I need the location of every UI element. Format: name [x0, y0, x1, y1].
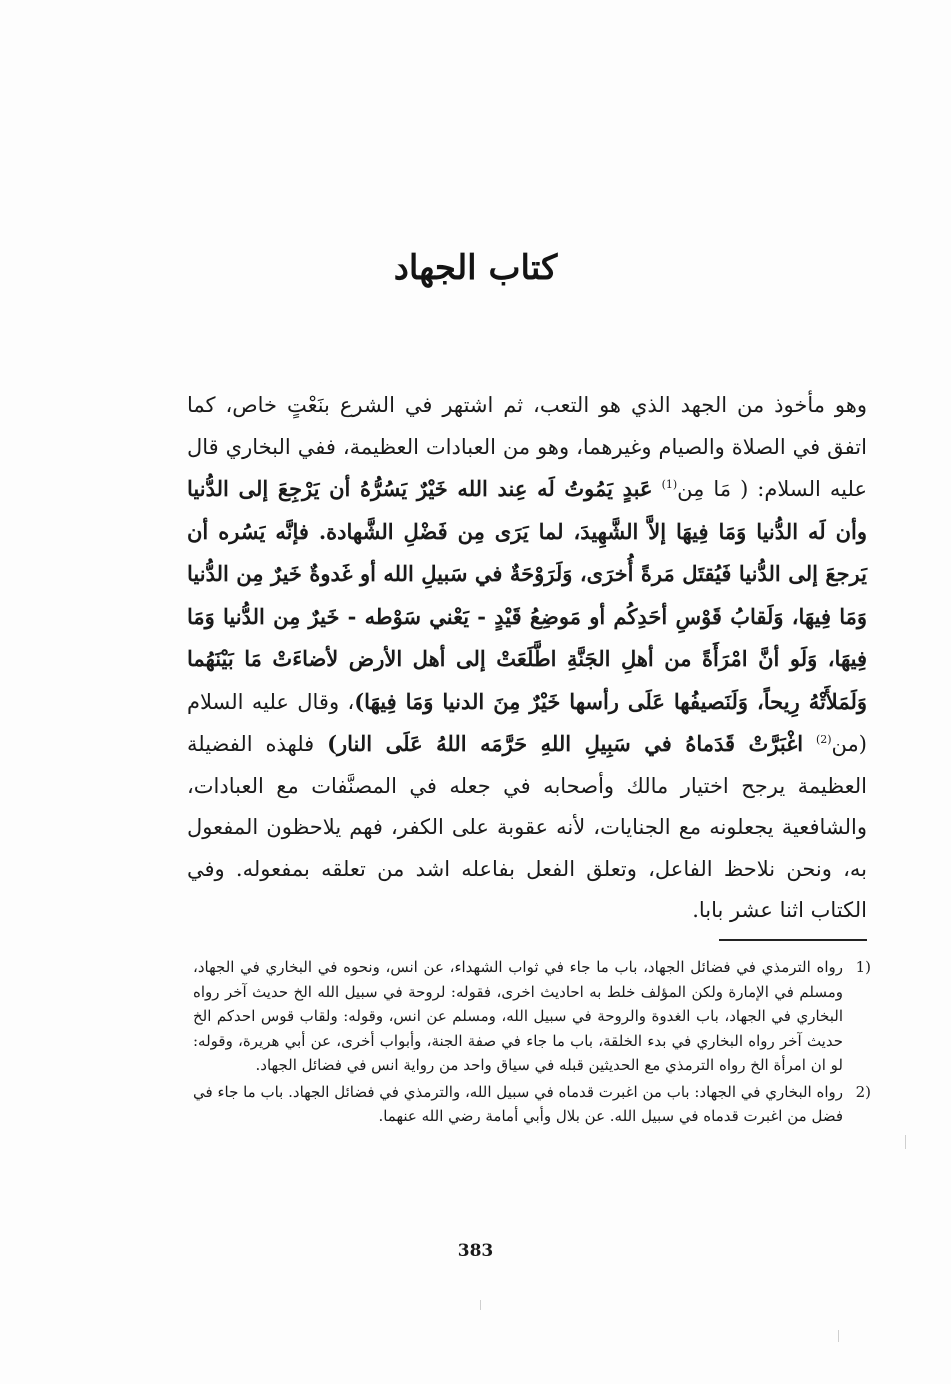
footnote-number: 2) [855, 1082, 871, 1101]
hadith-quote-1: عَبدٍ يَمُوتُ لَه عِند الله خَيْرٌ يَسُرُّهُ أن يَرْجِعَ إلى الدُّنيا وأن لَه الدُّنيا وَمَا فِيهَا إلاَّ الشَّهِيدَ، لما يَرَى مِن فَضْلِ الشَّهادة. فإنَّه يَسُره أن يَرجعَ إلى الدُّنيا فَيُقتَل مَرةً أُخرَى، وَلَرَوْحَةٌ في سَبيلِ الله أو غَدوةٌ خَيرٌ مِن الدُّنيا وَمَا فِيهَا، وَلَقابُ قَوْسِ أحَدِكُم أو مَوضِعُ قَيْدٍ - يَعْني سَوْطه - خَيرٌ مِن الدُّنيا وَمَا فِيهَا، وَلَو أنَّ امْرَأَةً من أهلِ الجَنَّةِ اطَّلَعَتْ إلى أهل الأرض لأضاءَتْ مَا بَيْنَهُما وَلَمَلأَتْهُ رِيحاً، وَلَنَصيفُها عَلَى رأسها خَيْرٌ مِنَ الدنيا وَمَا فِيهَا) [187, 476, 868, 714]
footnote-1 [193, 955, 871, 1078]
scan-artifact [480, 1300, 481, 1310]
intro-text: وهو مأخوذ من الجهد الذي هو التعب، ثم اشتهر في الشرع بنَعْتٍ خاص، كما اتفق في الصلاة والصيام وغيرهما، وهو من العبادات العظيمة، ففي البخاري قال عليه السلام: ( مَا مِن [187, 393, 867, 501]
hadith-quote-2: اغْبَرَّتْ قَدَماهُ في سَبِيلِ اللهِ حَرَّمَه اللهُ عَلَى النار) [327, 731, 804, 756]
main-text [187, 385, 867, 932]
footnote-text: رواه الترمذي في فضائل الجهاد، باب ما جاء في ثواب الشهداء، عن انس، ونحوه في البخاري في الجهاد، ومسلم في الإمارة ولكن المؤلف خلط به احاديث اخرى، فقوله: لروحة في سبيل الله الخ حديث آخر رواه البخاري في الجهاد، باب الغدوة والروحة في سبيل الله، ومسلم عن انس، وقوله: ولقاب قوس احدكم الخ حديث آخر رواه البخاري في بدء الخلقة، باب ما جاء في صفة الجنة، وأبواب أخرى، عن أبي هريرة، وقوله: لو ان امرأة الخ رواه الترمذي مع الحديثين قبله في سياق واحد من رواية انس في فضائل الجهاد. [193, 958, 843, 1074]
main-paragraph [187, 385, 867, 932]
footnote-number: 1) [855, 958, 871, 976]
footnote-2 [193, 1080, 871, 1129]
scan-artifact [905, 1135, 906, 1149]
footnotes [193, 955, 871, 1131]
chapter-title: كتاب الجهاد [393, 248, 558, 288]
footnote-text: رواه البخاري في الجهاد: باب من اغبرت قدماه في سبيل الله، والترمذي في فضائل الجهاد. باب ما جاء في فضل من اغبرت قدماه في سبيل الله. عن بلال وأبي أمامة رضي الله عنهما. [193, 1082, 843, 1125]
footnote-separator [719, 939, 867, 941]
footnote-ref-2[interactable]: (2) [815, 733, 832, 746]
conclusion-text: فلهذه الفضيلة العظيمة يرجح اختيار مالك وأصحابه في جعله في المصنَّفات مع العبادات، والشافعية يجعلونه مع الجنايات، لأنه عقوبة على الكفر، فهم يلاحظون المفعول به، ونحن نلاحظ الفاعل، وتعلق الفعل بفاعله اشد من تعلقه بمفعوله. وفي الكتاب اثنا عشر بابا. [187, 732, 867, 922]
footnote-ref-1[interactable]: (1) [661, 478, 678, 491]
page-number: 383 [457, 1241, 494, 1261]
connector-text: ، وقال عليه السلام (من [187, 689, 867, 756]
scan-artifact [838, 1330, 839, 1342]
